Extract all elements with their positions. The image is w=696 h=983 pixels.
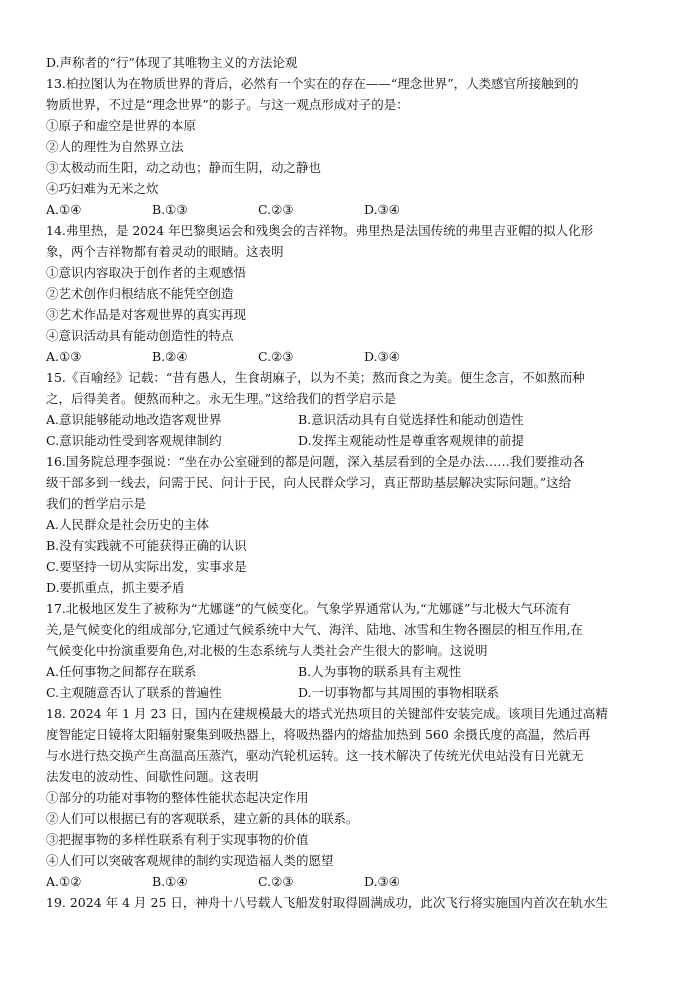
q13-option-d: D.③④: [364, 202, 400, 217]
q17-option-c: C.主观随意否认了联系的普遍性: [46, 685, 222, 700]
q18-statement-1: ①部分的功能对事物的整体性能状态起决定作用: [46, 790, 309, 805]
q16-option-c: C.要坚持一切从实际出发，实事求是: [46, 559, 247, 574]
q17-option-a: A.任何事物之间都存在联系: [46, 664, 197, 679]
q15-option-b: B.意识活动具有自觉选择性和能动创造性: [298, 412, 524, 427]
q17-stem-line-2: 关,是气候变化的组成部分,它通过气候系统中大气、海洋、陆地、冰雪和生物各圈层的相互作用,在: [46, 622, 583, 637]
q15-options-ab: [46, 409, 656, 430]
q13-option-a: A.①④: [46, 202, 82, 217]
q15-option-a: A.意识能够能动地改造客观世界: [46, 412, 222, 427]
q14-statement-1: ①意识内容取决于创作者的主观感悟: [46, 265, 247, 280]
q17-stem-line-3: 气候变化中扮演重要角色,对北极的生态系统与人类社会产生很大的影响。这说明: [46, 643, 488, 658]
q17-stem-line-1: 17.北极地区发生了被称为“尤娜谜”的气候变化。气象学界通常认为,“尤娜谜”与北极大气环流有: [46, 601, 571, 616]
q13-option-b: B.①③: [152, 202, 188, 217]
q18-stem-line-3: 与水进行热交换产生高温高压蒸汽，驱动汽轮机运转。这一技术解决了传统光伏电站没有日光就无: [46, 748, 584, 763]
q14-statement-4: ④意识活动具有能动创造性的特点: [46, 328, 234, 343]
q18-option-a: A.①②: [46, 874, 82, 889]
q14-stem-line-2: 象，两个吉祥物都有着灵动的眼睛。这表明: [46, 244, 284, 259]
q16-option-d: D.要抓重点，抓主要矛盾: [46, 580, 185, 595]
q14-option-d: D.③④: [364, 349, 400, 364]
q13-options: [46, 199, 656, 220]
q18-options: [46, 871, 656, 892]
q13-statement-1: ①原子和虚空是世界的本原: [46, 118, 197, 133]
q13-statement-4: ④巧妇难为无米之炊: [46, 181, 159, 196]
q13-stem-line-1: 13.柏拉图认为在物质世界的背后，必然有一个实在的存在——“理念世界”，人类感官所接触到的: [46, 76, 579, 91]
q15-stem-line-1: 15.《百喻经》记载：“昔有愚人，生食胡麻子，以为不美；熬而食之为美。便生念言，不如熬而种: [46, 370, 585, 385]
q17-option-b: B.人为事物的联系具有主观性: [298, 664, 462, 679]
q19-stem-line-1: 19. 2024 年 4 月 25 日，神舟十八号载人飞船发射取得圆满成功，此次飞行将实施国内首次在轨水生: [46, 895, 608, 910]
q16-stem-line-3: 我们的哲学启示是: [46, 496, 147, 511]
q13-option-c: C.②③: [258, 202, 294, 217]
q13-stem-line-2: 物质世界，不过是“理念世界”的影子。与这一观点形成对子的是：: [46, 97, 409, 112]
q16-stem-line-2: 级干部多到一线去，问需于民、问计于民，向人民群众学习，真正帮助基层解决实际问题。”这给: [46, 475, 572, 490]
q14-option-c: C.②③: [258, 349, 294, 364]
q14-statement-2: ②艺术创作归根结底不能凭空创造: [46, 286, 234, 301]
q17-options-cd: [46, 682, 656, 703]
q18-stem-line-1: 18. 2024 年 1 月 23 日，国内在建规模最大的塔式光热项目的关键部件安装完成。该项目先通过高精: [46, 706, 608, 721]
q14-statement-3: ③艺术作品是对客观世界的真实再现: [46, 307, 247, 322]
q15-option-c: C.意识能动性受到客观规律制约: [46, 433, 222, 448]
q12-option-d: D.声称者的“行”体现了其唯物主义的方法论观: [46, 55, 298, 70]
q14-stem-line-1: 14.弗里热，是 2024 年巴黎奥运会和残奥会的吉祥物。弗里热是法国传统的弗里吉亚帽的拟人化形: [46, 223, 594, 238]
q18-statement-3: ③把握事物的多样性联系有利于实现事物的价值: [46, 832, 309, 847]
q13-statement-3: ③太极动而生阳，动之动也；静而生阴，动之静也: [46, 160, 322, 175]
q15-stem-line-2: 之，后得美者。便熬而种之。永无生理。”这给我们的哲学启示是: [46, 391, 397, 406]
q16-option-b: B.没有实践就不可能获得正确的认识: [46, 538, 247, 553]
q17-options-ab: [46, 661, 656, 682]
q18-option-b: B.①④: [152, 874, 188, 889]
q15-options-cd: [46, 430, 656, 451]
q18-option-c: C.②③: [258, 874, 294, 889]
q16-stem-line-1: 16.国务院总理李强说：“坐在办公室碰到的都是问题，深入基层看到的全是办法……我们要推动各: [46, 454, 585, 469]
q17-option-d: D.一切事物都与其周围的事物相联系: [298, 685, 500, 700]
q14-option-a: A.①③: [46, 349, 82, 364]
q18-stem-line-2: 度智能定日镜将太阳辐射聚集到吸热器上，将吸热器内的熔盐加热到 560 余摄氏度的高温，然后再: [46, 727, 591, 742]
q15-option-d: D.发挥主观能动性是尊重客观规律的前提: [298, 433, 525, 448]
q16-option-a: A.人民群众是社会历史的主体: [46, 517, 210, 532]
q18-option-d: D.③④: [364, 874, 400, 889]
q13-statement-2: ②人的理性为自然界立法: [46, 139, 184, 154]
q18-stem-line-4: 法发电的波动性、间歇性问题。这表明: [46, 769, 259, 784]
q18-statement-4: ④人们可以突破客观规律的制约实现造福人类的愿望: [46, 853, 334, 868]
q14-options: [46, 346, 656, 367]
q18-statement-2: ②人们可以根据已有的客观联系，建立新的具体的联系。: [46, 811, 359, 826]
q14-option-b: B.②④: [152, 349, 188, 364]
